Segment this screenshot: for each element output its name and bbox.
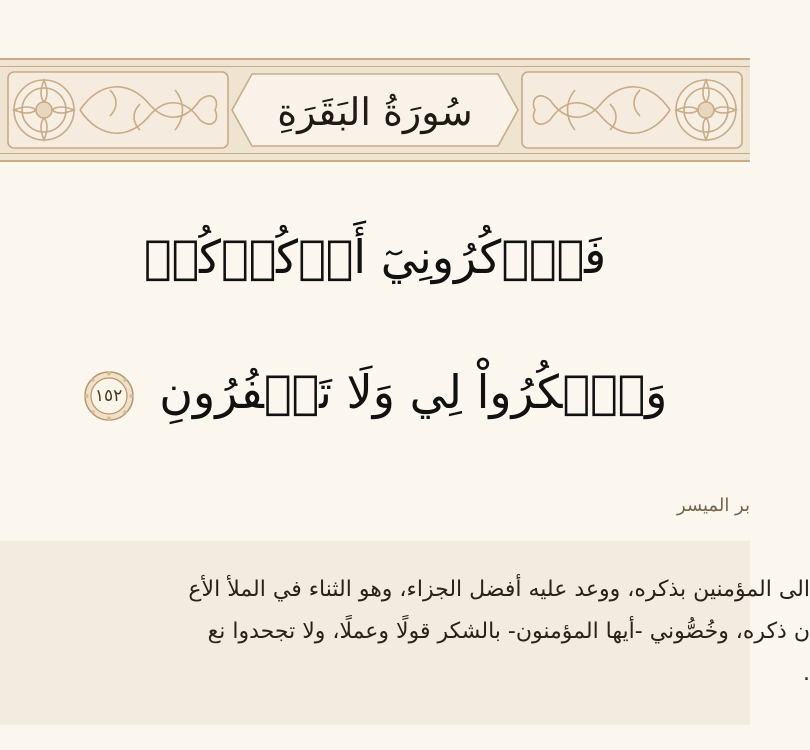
tafsir-line-2: ن ذكره، وخُصُّوني -أيها المؤمنون- بالشكر قولًا وعملًا، ولا تجحدوا نع	[207, 619, 810, 644]
tafsir-line-3: .	[803, 661, 810, 686]
ayah-line-2-text: وَٱشۡكُرُواْ لِي وَلَا تَكۡفُرُونِ	[159, 365, 668, 419]
surah-title: سُورَةُ البَقَرَةِ	[277, 90, 473, 134]
tafsir-source-label: بر الميسر	[677, 495, 750, 516]
left-ornament-icon	[8, 72, 228, 148]
ayah-line-2	[0, 352, 750, 432]
right-ornament-icon	[522, 72, 742, 148]
tafsir-line-1: الى المؤمنين بذكره، ووعد عليه أفضل الجزاء، وهو الثناء في الملأ الأع	[188, 577, 810, 602]
ayah-number-marker	[83, 370, 135, 422]
tafsir-panel	[0, 541, 810, 725]
surah-header-banner	[0, 58, 750, 162]
ayah-line-1: فَٱذۡكُرُونِيٓ أَذۡكُرۡكُمۡ	[143, 230, 607, 284]
tafsir-text	[30, 569, 810, 695]
ayah-number: ١٥٢	[94, 386, 123, 406]
